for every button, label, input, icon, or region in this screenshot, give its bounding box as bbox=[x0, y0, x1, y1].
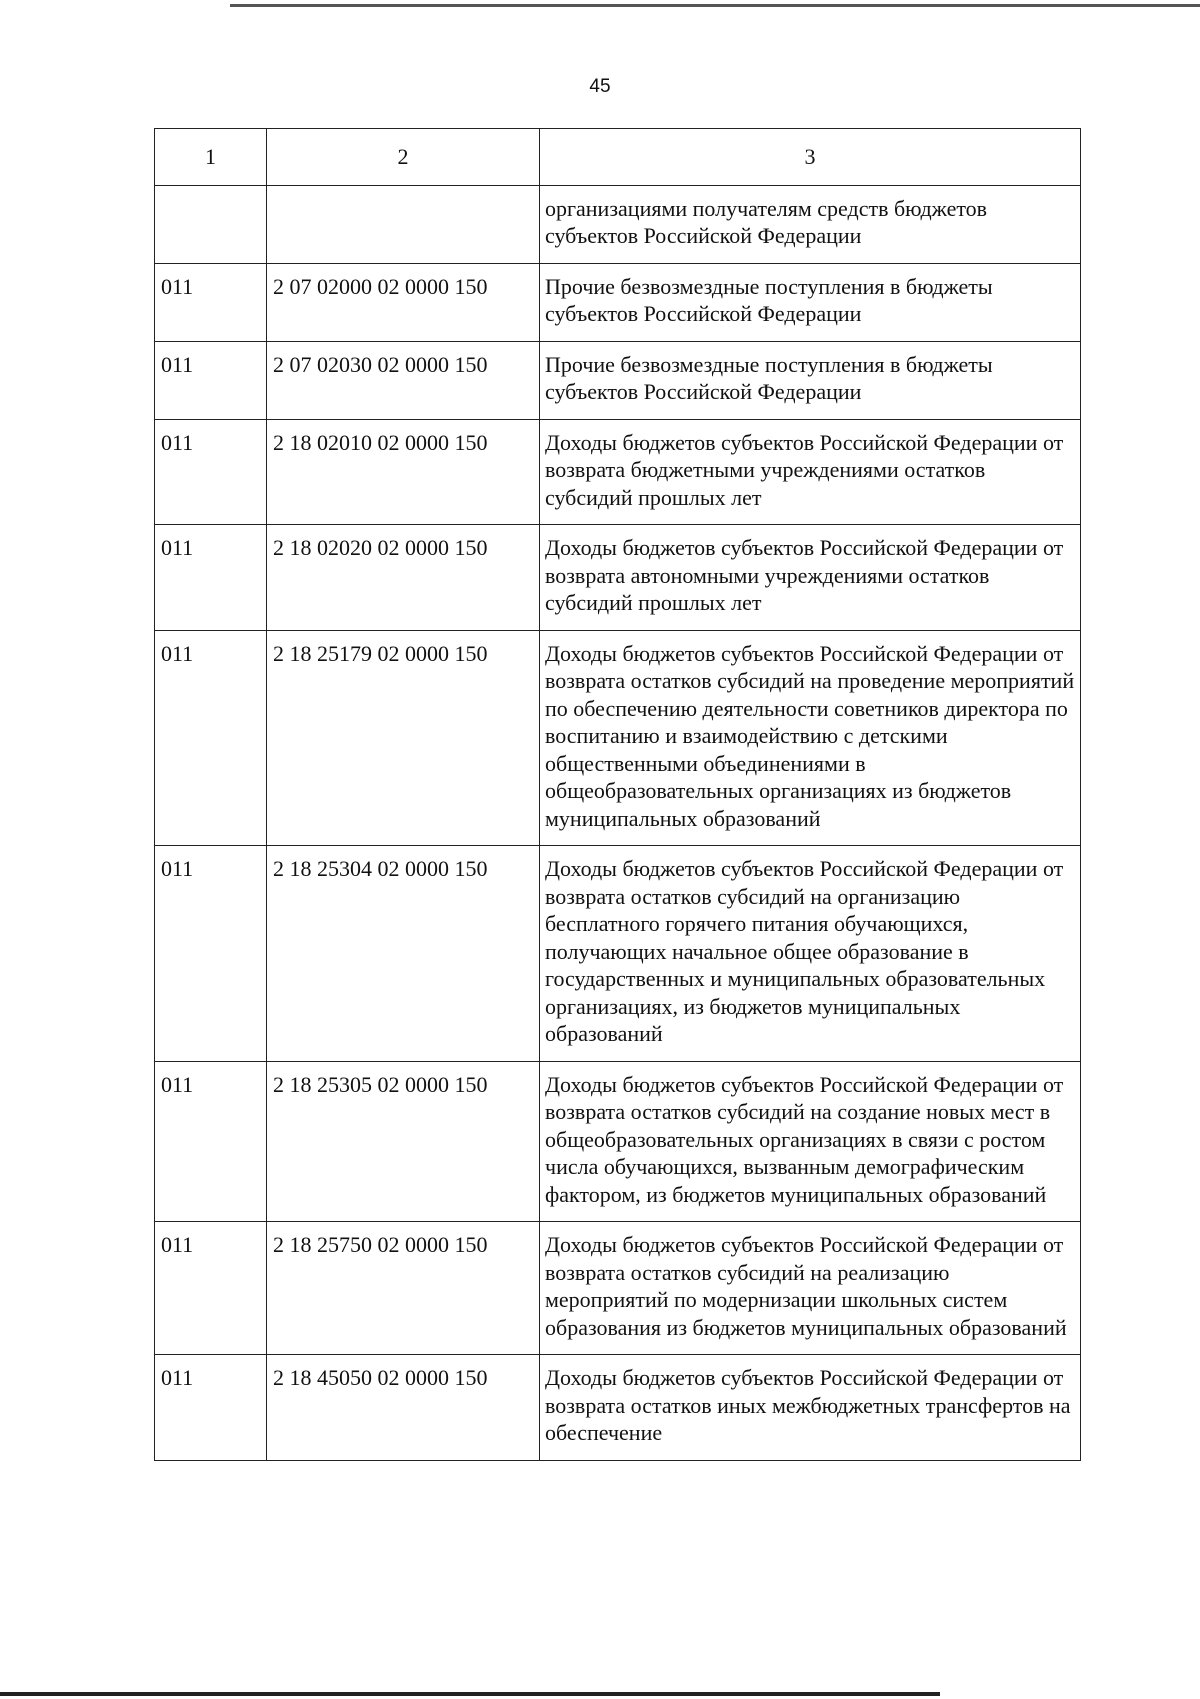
kbk-code-cell: 2 18 25179 02 0000 150 bbox=[267, 630, 540, 846]
page-number: 45 bbox=[589, 76, 611, 97]
table-row bbox=[155, 525, 1081, 631]
description-cell: Прочие безвозмездные поступления в бюджеты субъектов Российской Федерации bbox=[540, 341, 1081, 419]
admin-code-cell: 011 bbox=[155, 1355, 267, 1461]
description-cell: Прочие безвозмездные поступления в бюджеты субъектов Российской Федерации bbox=[540, 263, 1081, 341]
admin-code-cell bbox=[155, 185, 267, 263]
description-cell: Доходы бюджетов субъектов Российской Федерации от возврата остатков субсидий на проведение мероприятий по обеспечению деятельности советников директора по воспитанию и взаимодействию с детскими общественными объединениями в общеобразовательных организациях из бюджетов муниципальных образований bbox=[540, 630, 1081, 846]
description-cell: Доходы бюджетов субъектов Российской Федерации от возврата остатков иных межбюджетных трансфертов на обеспечение bbox=[540, 1355, 1081, 1461]
table-header-row bbox=[155, 129, 1081, 186]
budget-codes-table bbox=[154, 128, 1081, 1461]
admin-code-cell: 011 bbox=[155, 341, 267, 419]
admin-code-cell: 011 bbox=[155, 630, 267, 846]
description-cell: Доходы бюджетов субъектов Российской Федерации от возврата бюджетными учреждениями остатков субсидий прошлых лет bbox=[540, 419, 1081, 525]
kbk-code-cell: 2 18 25750 02 0000 150 bbox=[267, 1222, 540, 1355]
description-cell: Доходы бюджетов субъектов Российской Федерации от возврата остатков субсидий на создание новых мест в общеобразовательных организациях в связи с ростом числа обучающихся, вызванным демографическим фактором, из бюджетов муниципальных образований bbox=[540, 1061, 1081, 1222]
table-row bbox=[155, 846, 1081, 1062]
admin-code-cell: 011 bbox=[155, 263, 267, 341]
kbk-code-cell bbox=[267, 185, 540, 263]
kbk-code-cell: 2 18 02020 02 0000 150 bbox=[267, 525, 540, 631]
table-row bbox=[155, 1222, 1081, 1355]
scan-edge-top bbox=[230, 4, 1200, 7]
description-cell: Доходы бюджетов субъектов Российской Федерации от возврата остатков субсидий на организацию бесплатного горячего питания обучающихся, получающих начальное общее образование в государственных и муниципальных образовательных организациях, из бюджетов муниципальных образований bbox=[540, 846, 1081, 1062]
admin-code-cell: 011 bbox=[155, 846, 267, 1062]
header-col-2: 2 bbox=[267, 129, 540, 186]
scan-edge-bottom bbox=[0, 1692, 940, 1696]
admin-code-cell: 011 bbox=[155, 419, 267, 525]
table-row bbox=[155, 341, 1081, 419]
table-row bbox=[155, 263, 1081, 341]
description-cell: организациями получателям средств бюджетов субъектов Российской Федерации bbox=[540, 185, 1081, 263]
table-row bbox=[155, 1061, 1081, 1222]
table-row bbox=[155, 419, 1081, 525]
description-cell: Доходы бюджетов субъектов Российской Федерации от возврата автономными учреждениями остатков субсидий прошлых лет bbox=[540, 525, 1081, 631]
admin-code-cell: 011 bbox=[155, 1061, 267, 1222]
header-col-3: 3 bbox=[540, 129, 1081, 186]
kbk-code-cell: 2 07 02030 02 0000 150 bbox=[267, 341, 540, 419]
header-col-1: 1 bbox=[155, 129, 267, 186]
kbk-code-cell: 2 07 02000 02 0000 150 bbox=[267, 263, 540, 341]
kbk-code-cell: 2 18 02010 02 0000 150 bbox=[267, 419, 540, 525]
table-row bbox=[155, 1355, 1081, 1461]
table-row bbox=[155, 630, 1081, 846]
kbk-code-cell: 2 18 25305 02 0000 150 bbox=[267, 1061, 540, 1222]
kbk-code-cell: 2 18 45050 02 0000 150 bbox=[267, 1355, 540, 1461]
table-row bbox=[155, 185, 1081, 263]
admin-code-cell: 011 bbox=[155, 525, 267, 631]
kbk-code-cell: 2 18 25304 02 0000 150 bbox=[267, 846, 540, 1062]
description-cell: Доходы бюджетов субъектов Российской Федерации от возврата остатков субсидий на реализацию мероприятий по модернизации школьных систем образования из бюджетов муниципальных образований bbox=[540, 1222, 1081, 1355]
admin-code-cell: 011 bbox=[155, 1222, 267, 1355]
